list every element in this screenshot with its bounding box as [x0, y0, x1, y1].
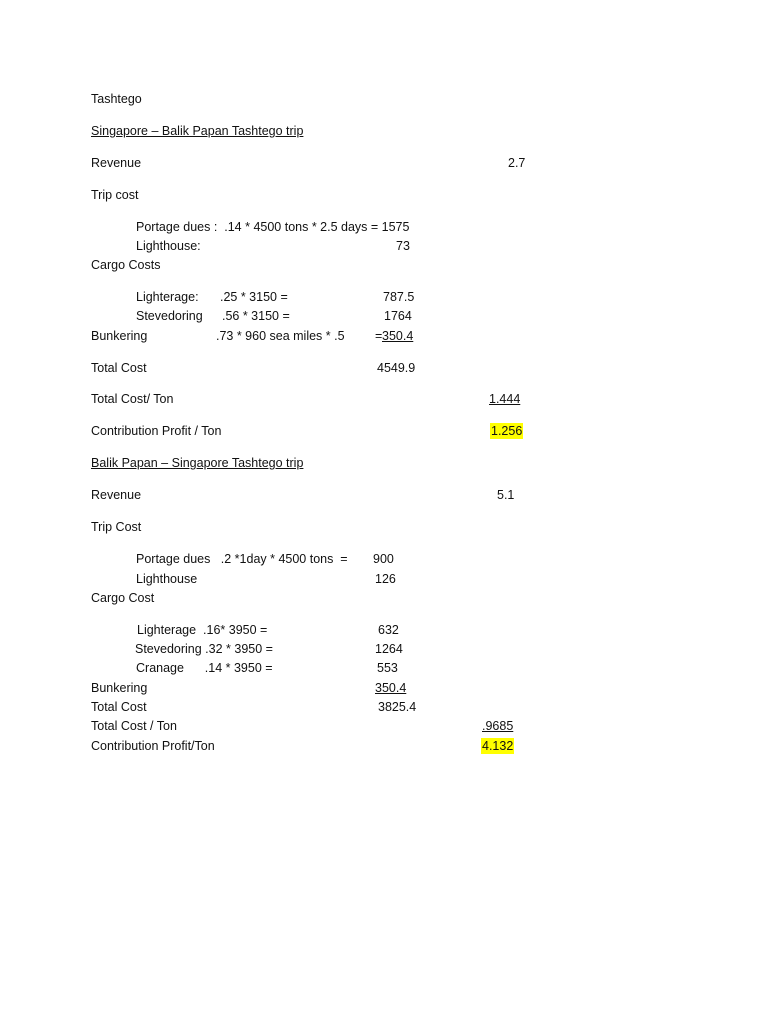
s1-lighterage-value: 787.5	[383, 290, 415, 304]
s2-cargo-cost-label: Cargo Cost	[91, 591, 155, 605]
s1-bunkering-formula: .73 * 960 sea miles * .5	[216, 329, 345, 343]
s2-total-cost-ton-label: Total Cost / Ton	[91, 719, 177, 733]
s1-revenue-value: 2.7	[508, 156, 526, 170]
s1-stevedoring-label: Stevedoring	[136, 309, 203, 323]
s2-portage-label: Portage dues .2 *1day * 4500 tons =	[136, 552, 348, 566]
s2-total-cost-ton-value: .9685	[482, 719, 514, 733]
document-title: Tashtego	[91, 92, 142, 106]
s1-total-cost-ton-value: 1.444	[489, 392, 521, 406]
s1-stevedoring-value: 1764	[384, 309, 412, 323]
s1-portage-line: Portage dues : .14 * 4500 tons * 2.5 days = 1575	[136, 220, 410, 234]
s2-total-cost-label: Total Cost	[91, 700, 147, 714]
s1-lighthouse-label: Lighthouse:	[136, 239, 201, 253]
s2-cranage-value: 553	[377, 661, 398, 675]
s1-bunkering-label: Bunkering	[91, 329, 148, 343]
s1-stevedoring-formula: .56 * 3150 =	[222, 309, 290, 323]
s2-lighthouse-label: Lighthouse	[136, 572, 198, 586]
s1-total-cost-value: 4549.9	[377, 361, 416, 375]
s1-total-cost-label: Total Cost	[91, 361, 147, 375]
s2-cranage-label: Cranage .14 * 3950 =	[136, 661, 273, 675]
section1-heading: Singapore – Balik Papan Tashtego trip	[91, 124, 304, 138]
s2-revenue-value: 5.1	[497, 488, 515, 502]
s2-revenue-label: Revenue	[91, 488, 142, 502]
s2-total-cost-value: 3825.4	[378, 700, 417, 714]
s2-trip-cost-label: Trip Cost	[91, 520, 142, 534]
s1-cargo-costs-label: Cargo Costs	[91, 258, 161, 272]
s2-stevedoring-value: 1264	[375, 642, 403, 656]
s2-portage-value: 900	[373, 552, 394, 566]
s2-bunkering-label: Bunkering	[91, 681, 148, 695]
s1-lighterage-formula: .25 * 3150 =	[220, 290, 288, 304]
s1-lighthouse-value: 73	[396, 239, 410, 253]
s1-contribution-label: Contribution Profit / Ton	[91, 424, 222, 438]
s2-lighterage-value: 632	[378, 623, 399, 637]
s1-lighterage-label: Lighterage:	[136, 290, 199, 304]
s2-stevedoring-label: Stevedoring .32 * 3950 =	[135, 642, 273, 656]
s2-contribution-value: 4.132	[482, 739, 514, 753]
section2-heading: Balik Papan – Singapore Tashtego trip	[91, 456, 304, 470]
s1-revenue-label: Revenue	[91, 156, 142, 170]
s2-contribution-label: Contribution Profit/Ton	[91, 739, 215, 753]
s1-bunkering-value: 350.4	[382, 329, 414, 343]
s2-lighthouse-value: 126	[375, 572, 396, 586]
s1-total-cost-ton-label: Total Cost/ Ton	[91, 392, 174, 406]
s1-trip-cost-label: Trip cost	[91, 188, 139, 202]
s1-contribution-value: 1.256	[491, 424, 523, 438]
s2-lighterage-label: Lighterage .16* 3950 =	[137, 623, 268, 637]
s1-bunkering-eq: =	[375, 329, 383, 343]
s2-bunkering-value: 350.4	[375, 681, 407, 695]
